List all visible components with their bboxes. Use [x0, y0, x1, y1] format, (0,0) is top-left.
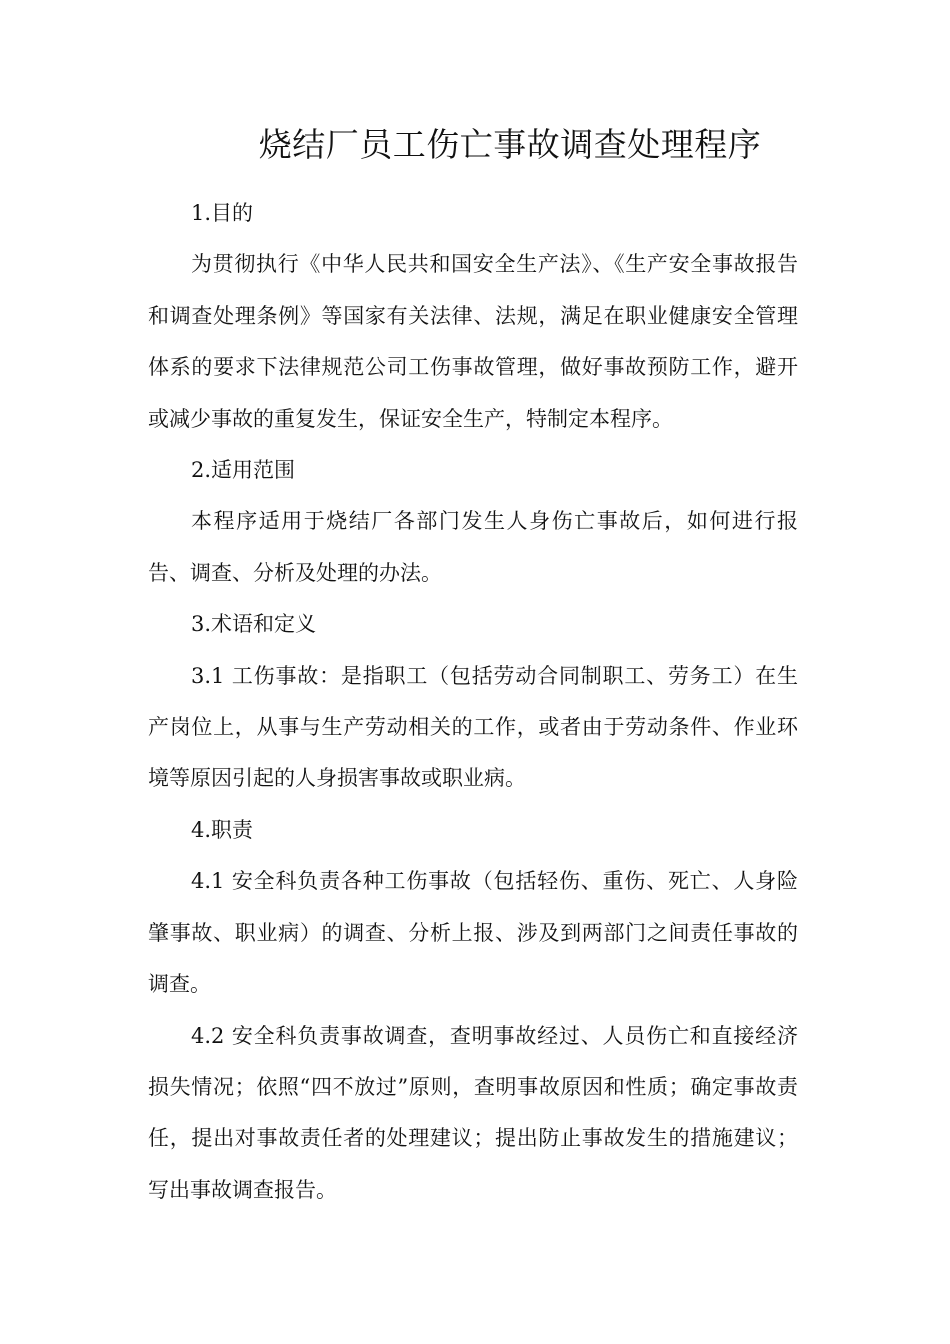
document-body — [148, 188, 798, 1216]
document-title: 烧结厂员工伤亡事故调查处理程序 — [258, 125, 762, 164]
paragraph-scope: 本程序适用于烧结厂各部门发生人身伤亡事故后，如何进行报告、调查、分析及处理的办法。 — [148, 509, 798, 585]
section-heading-responsibilities: 4.职责 — [191, 817, 254, 842]
paragraph-purpose: 为贯彻执行《中华人民共和国安全生产法》、《生产安全事故报告和调查处理条例》等国家有关法律、法规，满足在职业健康安全管理体系的要求下法律规范公司工伤事故管理，做好事故预防工作，避开或减少事故的重复发生，保证安全生产，特制定本程序。 — [148, 252, 798, 431]
section-heading-scope: 2.适用范围 — [191, 458, 296, 483]
paragraph-responsibility-4-1: 4.1 安全科负责各种工伤事故（包括轻伤、重伤、死亡、人身险肇事故、职业病）的调查、分析上报、涉及到两部门之间责任事故的调查。 — [148, 869, 798, 997]
section-heading-purpose: 1.目的 — [191, 201, 254, 225]
paragraph-term-definition: 3.1 工伤事故：是指职工（包括劳动合同制职工、劳务工）在生产岗位上，从事与生产劳动相关的工作，或者由于劳动条件、作业环境等原因引起的人身损害事故或职业病。 — [148, 663, 798, 791]
paragraph-responsibility-4-2: 4.2 安全科负责事故调查，查明事故经过、人员伤亡和直接经济损失情况；依照“四不放过”原则，查明事故原因和性质；确定事故责任，提出对事故责任者的处理建议；提出防止事故发生的措施建议；写出事故调查报告。 — [148, 1023, 798, 1202]
section-heading-terms: 3.术语和定义 — [191, 612, 317, 637]
